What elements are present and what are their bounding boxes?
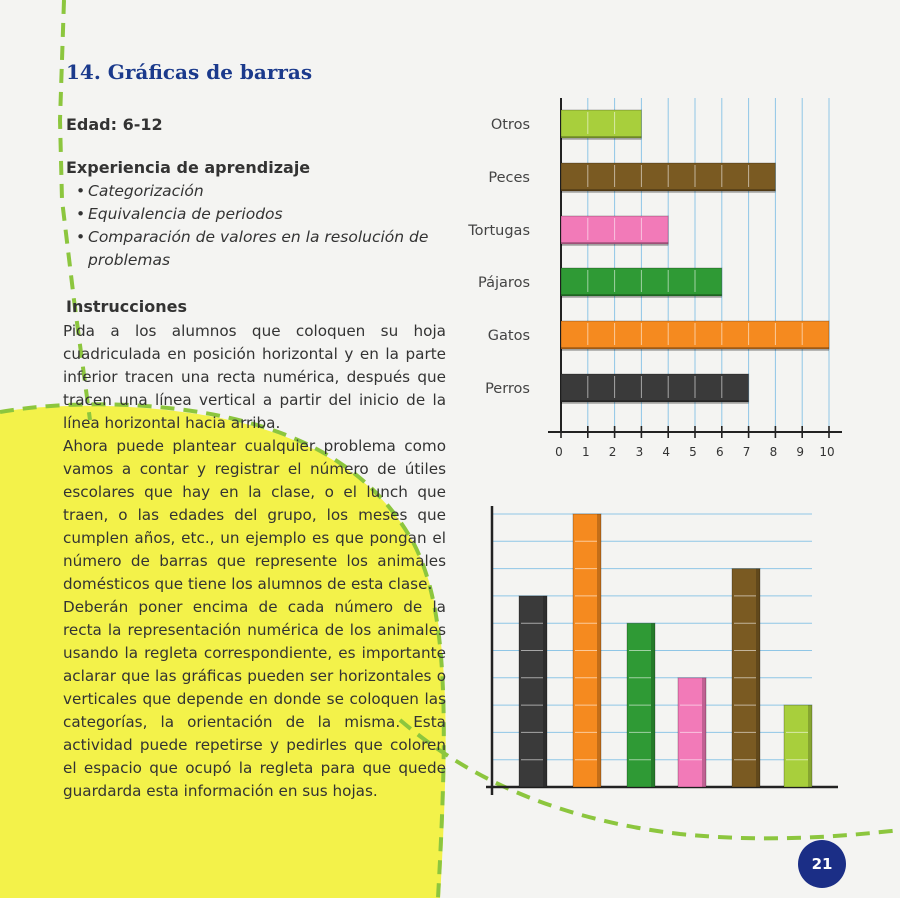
experience-item: • Categorización bbox=[76, 180, 448, 203]
x-tick-label: 9 bbox=[796, 445, 805, 459]
x-tick-label: 8 bbox=[769, 445, 778, 459]
paragraph: Deberán poner encima de cada número de la recta la representación numérica de los animales usando la regleta correspondiente, es importante aclarar que las gráficas pueden ser horizontales o verticales que depende en donde se coloquen las categorías, la orientación de la misma. Esta actividad puede repetirse y pedirles que coloren el espacio que ocupó la regleta para que quede guardarda esta información en sus hojas. bbox=[63, 598, 446, 800]
x-tick-label: 1 bbox=[581, 445, 590, 459]
instructions-heading: Instrucciones bbox=[66, 297, 188, 316]
bar-shadow bbox=[756, 569, 760, 787]
age-label: Edad: 6-12 bbox=[66, 115, 163, 134]
x-tick-label: 7 bbox=[742, 445, 751, 459]
x-tick-label: 10 bbox=[819, 445, 835, 459]
category-label: Otros bbox=[490, 117, 530, 133]
bar bbox=[519, 596, 547, 787]
category-label: Tortugas bbox=[468, 223, 530, 239]
x-tick-label: 2 bbox=[608, 445, 617, 459]
bar-shadow bbox=[651, 623, 655, 787]
bar-shadow bbox=[808, 705, 812, 787]
paragraph: Pida a los alumnos que coloquen su hoja cuadriculada en posición horizontal y en la parte inferior tracen una recta numérica, después que tracen una línea vertical a partir del inicio de la línea horizontal hacia arriba. bbox=[63, 322, 446, 432]
category-label: Gatos bbox=[487, 328, 530, 344]
bar-shadow bbox=[597, 514, 601, 787]
bar-shadow bbox=[543, 596, 547, 787]
x-tick-label: 5 bbox=[689, 445, 697, 459]
bar bbox=[784, 705, 812, 787]
category-label: Pájaros bbox=[478, 275, 530, 291]
x-tick-label: 3 bbox=[635, 445, 644, 459]
page-number-badge: 21 bbox=[798, 840, 846, 888]
experience-item: • Comparación de valores en la resolución de problemas bbox=[76, 226, 448, 272]
x-tick-label: 0 bbox=[555, 445, 563, 459]
experience-item: • Equivalencia de periodos bbox=[76, 203, 448, 226]
bar-shadow bbox=[702, 678, 706, 787]
x-tick-label: 4 bbox=[662, 445, 671, 459]
page-title: 14. Gráficas de barras bbox=[66, 60, 313, 84]
x-tick-label: 6 bbox=[715, 445, 724, 459]
category-label: Perros bbox=[485, 381, 530, 397]
paragraph: Ahora puede plantear cualquier problema como vamos a contar y registrar el número de útiles escolares que hay en la clase, o el lunch que traen, o las edades del grupo, los meses que cumplen años, etc., un ejemplo es que pongan el número de barras que represente los animales domésticos que tiene los alumnos de esta clase. bbox=[63, 437, 446, 593]
experience-heading: Experiencia de aprendizaje bbox=[66, 158, 311, 177]
category-label: Peces bbox=[488, 170, 530, 186]
